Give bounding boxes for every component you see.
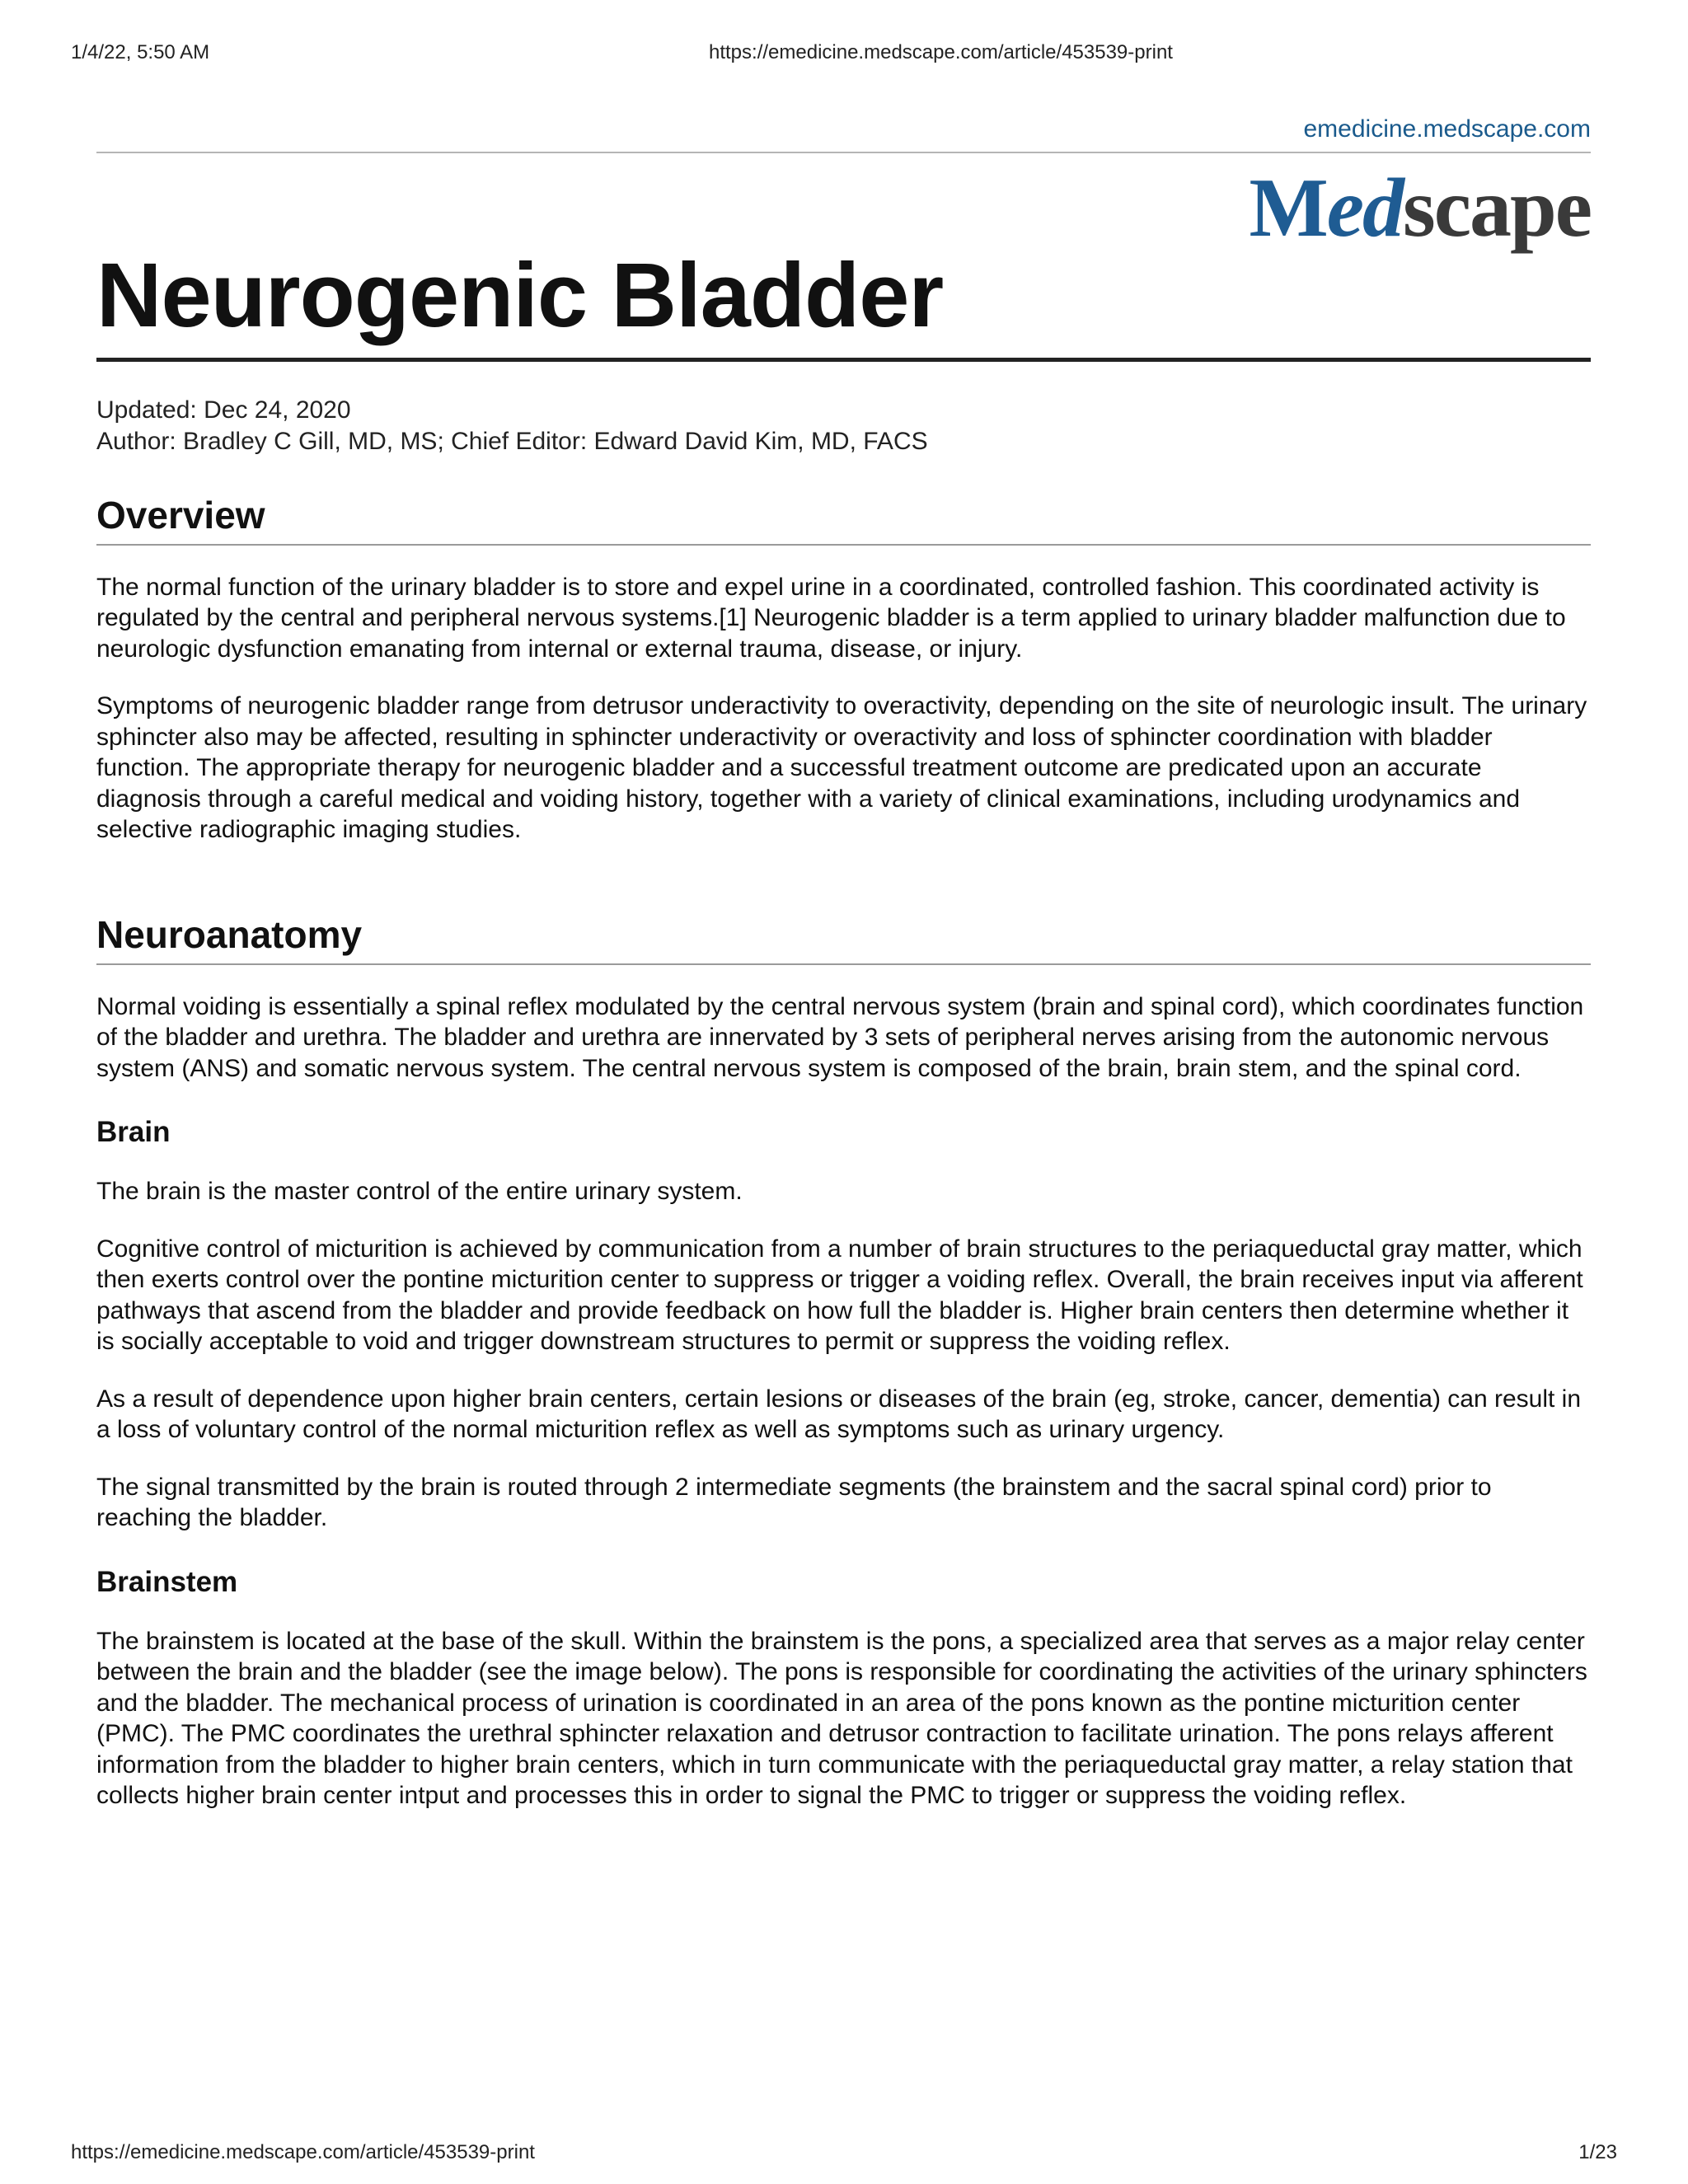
overview-paragraph-2: Symptoms of neurogenic bladder range from detrusor underactivity to overactivity, depending on the site of neurologic insult. The urinary sphincter also may be affected, resulting in sphincter underactivity or overactivity and loss of sphincter coordination with bladder function. The appropriate therapy for neurogenic bladder and a successful treatment outcome are predicated upon an accurate diagnosis through a careful medical and voiding history, together with a variety of clinical examinations, including urodynamics and selective radiographic imaging studies.	[96, 692, 1587, 844]
brain-paragraph-1: The brain is the master control of the entire urinary system.	[96, 1178, 743, 1206]
brainstem-paragraph-1: The brainstem is located at the base of the skull. Within the brainstem is the pons, a specialized area that serves as a major relay center between the brain and the bladder (see the image below). The pons is responsible for coordinating the activities of the urinary sphincters and the bladder. The mechanical process of urination is coordinated in an area of the pons known as the pontine micturition center (PMC). The PMC coordinates the urethral sphincter relaxation and detrusor contraction to facilitate urination. The pons relays afferent information from the bladder to higher brain centers, which in turn communicate with the periaqueductal gray matter, a relay station that collects higher brain center intput and processes this in order to signal the PMC to trigger or suppress the voiding reflex.	[96, 1627, 1587, 1810]
page-title: Neurogenic Bladder	[96, 251, 1591, 362]
neuroanatomy-intro: Normal voiding is essentially a spinal reflex modulated by the central nervous system (brain and spinal cord), which coordinates function of the bladder and urethra. The bladder and urethra are innervated by 3 sets of peripheral nerves arising from the autonomic nervous system (ANS) and somatic nervous system. The central nervous system is composed of the brain, brain stem, and the spinal cord.	[96, 992, 1584, 1082]
site-link	[96, 115, 1591, 153]
logo-ed: ed	[1326, 162, 1404, 255]
section-heading-overview: Overview	[96, 494, 1591, 546]
medscape-logo[interactable]	[1249, 162, 1591, 255]
subheading-brain: Brain	[96, 1116, 171, 1149]
author-line: Author: Bradley C Gill, MD, MS; Chief Editor: Edward David Kim, MD, FACS	[96, 428, 928, 455]
print-datetime: 1/4/22, 5:50 AM	[71, 41, 210, 63]
article-page	[96, 115, 1591, 1811]
site-link-text[interactable]: emedicine.medscape.com	[1303, 115, 1591, 143]
brain-paragraph-4: The signal transmitted by the brain is routed through 2 intermediate segments (the brainstem and the sacral spinal cord) prior to reaching the bladder.	[96, 1473, 1492, 1532]
print-url[interactable]: https://emedicine.medscape.com/article/453539-print	[709, 41, 1173, 63]
article-meta	[96, 395, 1591, 457]
logo-m: M	[1249, 162, 1327, 255]
page-number: 1/23	[1578, 2141, 1617, 2163]
section-heading-neuroanatomy: Neuroanatomy	[96, 913, 1591, 965]
logo-scape: scape	[1403, 162, 1591, 255]
overview-paragraph-1: The normal function of the urinary bladder is to store and expel urine in a coordinated, controlled fashion. This coordinated activity is regulated by the central and peripheral nervous systems.[1] Neurogenic bladder is a term applied to urinary bladder malfunction due to neurologic dysfunction emanating from internal or external trauma, disease, or injury.	[96, 573, 1566, 663]
subheading-brainstem: Brainstem	[96, 1565, 238, 1598]
brain-paragraph-3: As a result of dependence upon higher brain centers, certain lesions or diseases of the brain (eg, stroke, cancer, dementia) can result in a loss of voluntary control of the normal micturition reflex as well as symptoms such as urinary urgency.	[96, 1385, 1582, 1444]
brain-paragraph-2: Cognitive control of micturition is achieved by communication from a number of brain structures to the periaqueductal gray matter, which then exerts control over the pontine micturition center to suppress or trigger a voiding reflex. Overall, the brain receives input via afferent pathways that ascend from the bladder and provide feedback on how full the bladder is. Higher brain centers then determine whether it is socially acceptable to void and trigger downstream structures to permit or suppress the voiding reflex.	[96, 1235, 1583, 1356]
footer-url[interactable]: https://emedicine.medscape.com/article/453539-print	[71, 2141, 535, 2163]
updated-date: Updated: Dec 24, 2020	[96, 396, 351, 424]
